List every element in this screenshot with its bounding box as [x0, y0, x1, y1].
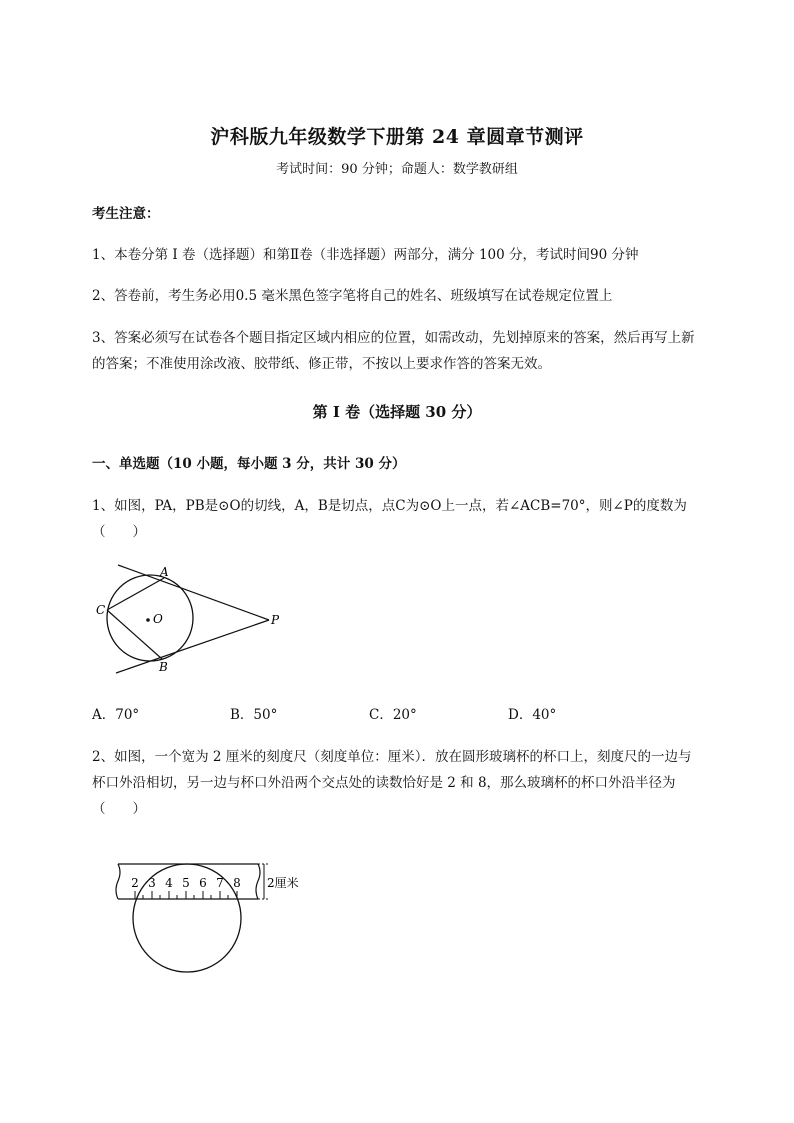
option-d[interactable]: D．40°	[508, 707, 557, 723]
tangent-pa-extended	[118, 565, 269, 620]
center-point	[146, 618, 150, 622]
label-c: C	[96, 603, 106, 617]
width-label: 2厘米	[267, 876, 299, 890]
ruler-number-4: 4	[165, 876, 173, 890]
ruler-ticks	[135, 891, 237, 899]
ruler-number-5: 5	[182, 876, 190, 890]
option-c[interactable]: C．20°	[369, 707, 417, 723]
question-1-blank: （ ）	[92, 524, 146, 540]
chord-ca	[107, 578, 164, 610]
ruler-number-8: 8	[233, 876, 241, 890]
section-title: 第 I 卷（选择题 30 分）	[312, 403, 482, 421]
label-a: A	[160, 565, 169, 579]
option-b[interactable]: B．50°	[230, 707, 278, 723]
notice-item-1: 1、本卷分第 I 卷（选择题）和第Ⅱ卷（非选择题）两部分，满分 100 分，考试时间90 分钟	[92, 247, 639, 263]
label-p: P	[271, 613, 280, 627]
question-2-text-line-1: 2、如图，一个宽为 2 厘米的刻度尺（刻度单位：厘米）．放在圆形玻璃杯的杯口上，刻度尺的一边与	[92, 749, 692, 765]
question-1-text: 1、如图，PA，PB是⊙O的切线，A，B是切点，点C为⊙O上一点，若∠ACB=70°，则∠P的度数为	[92, 498, 687, 514]
question-2-figure	[110, 855, 299, 980]
exam-info: 考试时间：90 分钟；命题人：数学教研组	[276, 162, 518, 177]
notice-item-2: 2、答卷前，考生务必用0.5 毫米黑色签字笔将自己的姓名、班级填写在试卷规定位置上	[92, 288, 613, 304]
ruler-number-6: 6	[199, 876, 207, 890]
label-b: B	[159, 660, 168, 674]
question-2-blank: （ ）	[92, 801, 146, 817]
ruler-number-3: 3	[148, 876, 156, 890]
ruler-number-2: 2	[131, 876, 139, 890]
notice-item-3-line-2: 的答案；不准使用涂改液、胶带纸、修正带，不按以上要求作答的答案无效。	[92, 356, 551, 372]
page-title: 沪科版九年级数学下册第 24 章圆章节测评	[210, 126, 584, 148]
ruler-number-7: 7	[216, 876, 224, 890]
notice-heading: 考生注意：	[92, 206, 160, 222]
notice-item-3-line-1: 3、答案必须写在试卷各个题目指定区域内相应的位置，如需改动，先划掉原来的答案，然后再写上新	[92, 330, 695, 346]
option-a[interactable]: A．70°	[92, 707, 140, 723]
part-heading: 一、单选题（10 小题，每小题 3 分，共计 30 分）	[92, 456, 406, 472]
label-o: O	[153, 612, 163, 626]
question-2-text-line-2: 杯口外沿相切，另一边与杯口外沿两个交点处的读数恰好是 2 和 8，那么玻璃杯的杯口外沿半径为	[92, 775, 676, 791]
question-1-figure	[88, 558, 288, 678]
